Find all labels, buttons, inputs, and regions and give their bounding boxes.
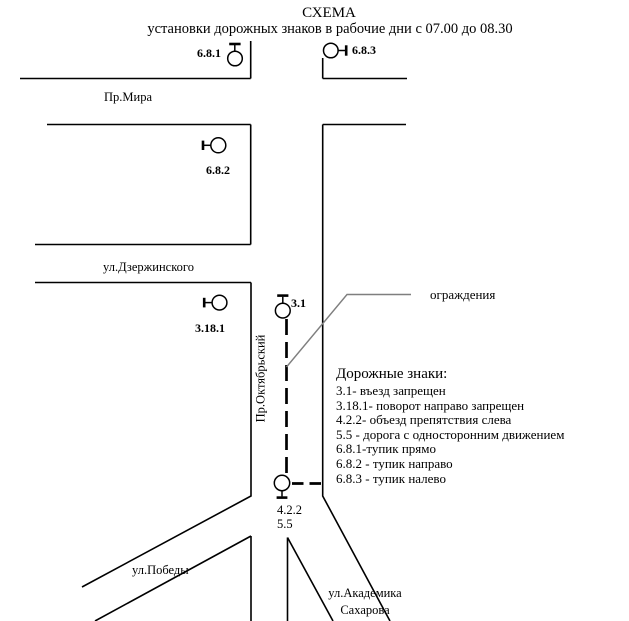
- street-label-akademika-sakharova: [325, 585, 405, 618]
- sign-6-8-2-symbol: [203, 138, 226, 153]
- sign-4-2-2-circle: [274, 475, 289, 490]
- legend-item-6-8-3: 6.8.3 - тупик налево: [336, 470, 446, 486]
- legend: [336, 366, 564, 486]
- street-label-mira: Пр.Мира: [104, 90, 153, 104]
- street-label-dzerzhinskogo: ул.Дзержинского: [103, 260, 194, 274]
- street-label-pobedy: ул.Победы: [132, 563, 189, 577]
- legend-item-4-2-2: 4.2.2- объезд препятствия слева: [336, 412, 512, 428]
- sign-label-6-8-1: 6.8.1: [197, 46, 221, 60]
- sign-6-8-2-circle: [211, 138, 226, 153]
- road-pobedy-lower-edge: [95, 536, 251, 621]
- street-label-oktyabrsky: Пр.Октябрьский: [253, 334, 268, 423]
- sign-6-8-1-symbol: [228, 44, 243, 66]
- fence-callout-label: ограждения: [430, 287, 496, 302]
- sign-4-2-2-5-5-symbol: [274, 475, 289, 497]
- sign-6-8-3-symbol: [324, 43, 347, 58]
- barrier-dashed-line: [287, 319, 323, 484]
- sign-label-3-1: 3.1: [291, 296, 306, 310]
- sign-label-6-8-2: 6.8.2: [206, 163, 230, 177]
- sign-6-8-3-circle: [324, 43, 339, 58]
- street-label-akademika-line2: Сахарова: [340, 602, 390, 617]
- sign-label-3-18-1: 3.18.1: [195, 321, 225, 335]
- legend-heading: Дорожные знаки:: [336, 366, 448, 382]
- sign-label-6-8-3: 6.8.3: [352, 43, 376, 57]
- sign-3-18-1-symbol: [204, 295, 227, 310]
- scheme-title: СХЕМА: [302, 5, 356, 21]
- road-oktyabrsky-west-edge-pobedy-upper: [82, 283, 251, 588]
- sign-3-1-circle: [275, 303, 290, 318]
- sign-3-1-symbol: [275, 296, 290, 318]
- legend-item-3-18-1: 3.18.1- поворот направо запрещен: [336, 397, 525, 413]
- scheme-subtitle: установки дорожных знаков в рабочие дни с 07.00 до 08.30: [147, 21, 513, 37]
- sign-3-18-1-circle: [212, 295, 227, 310]
- street-label-akademika-line1: ул.Академика: [328, 586, 402, 600]
- sign-label-4-2-2: 4.2.2: [277, 503, 302, 517]
- legend-item-6-8-1: 6.8.1-тупик прямо: [336, 441, 436, 457]
- legend-item-3-1: 3.1- въезд запрещен: [336, 383, 446, 398]
- sign-6-8-1-circle: [228, 51, 243, 66]
- sign-label-5-5: 5.5: [277, 517, 293, 531]
- legend-item-5-5: 5.5 - дорога с односторонним движением: [336, 426, 565, 442]
- legend-item-6-8-2: 6.8.2 - тупик направо: [336, 455, 453, 471]
